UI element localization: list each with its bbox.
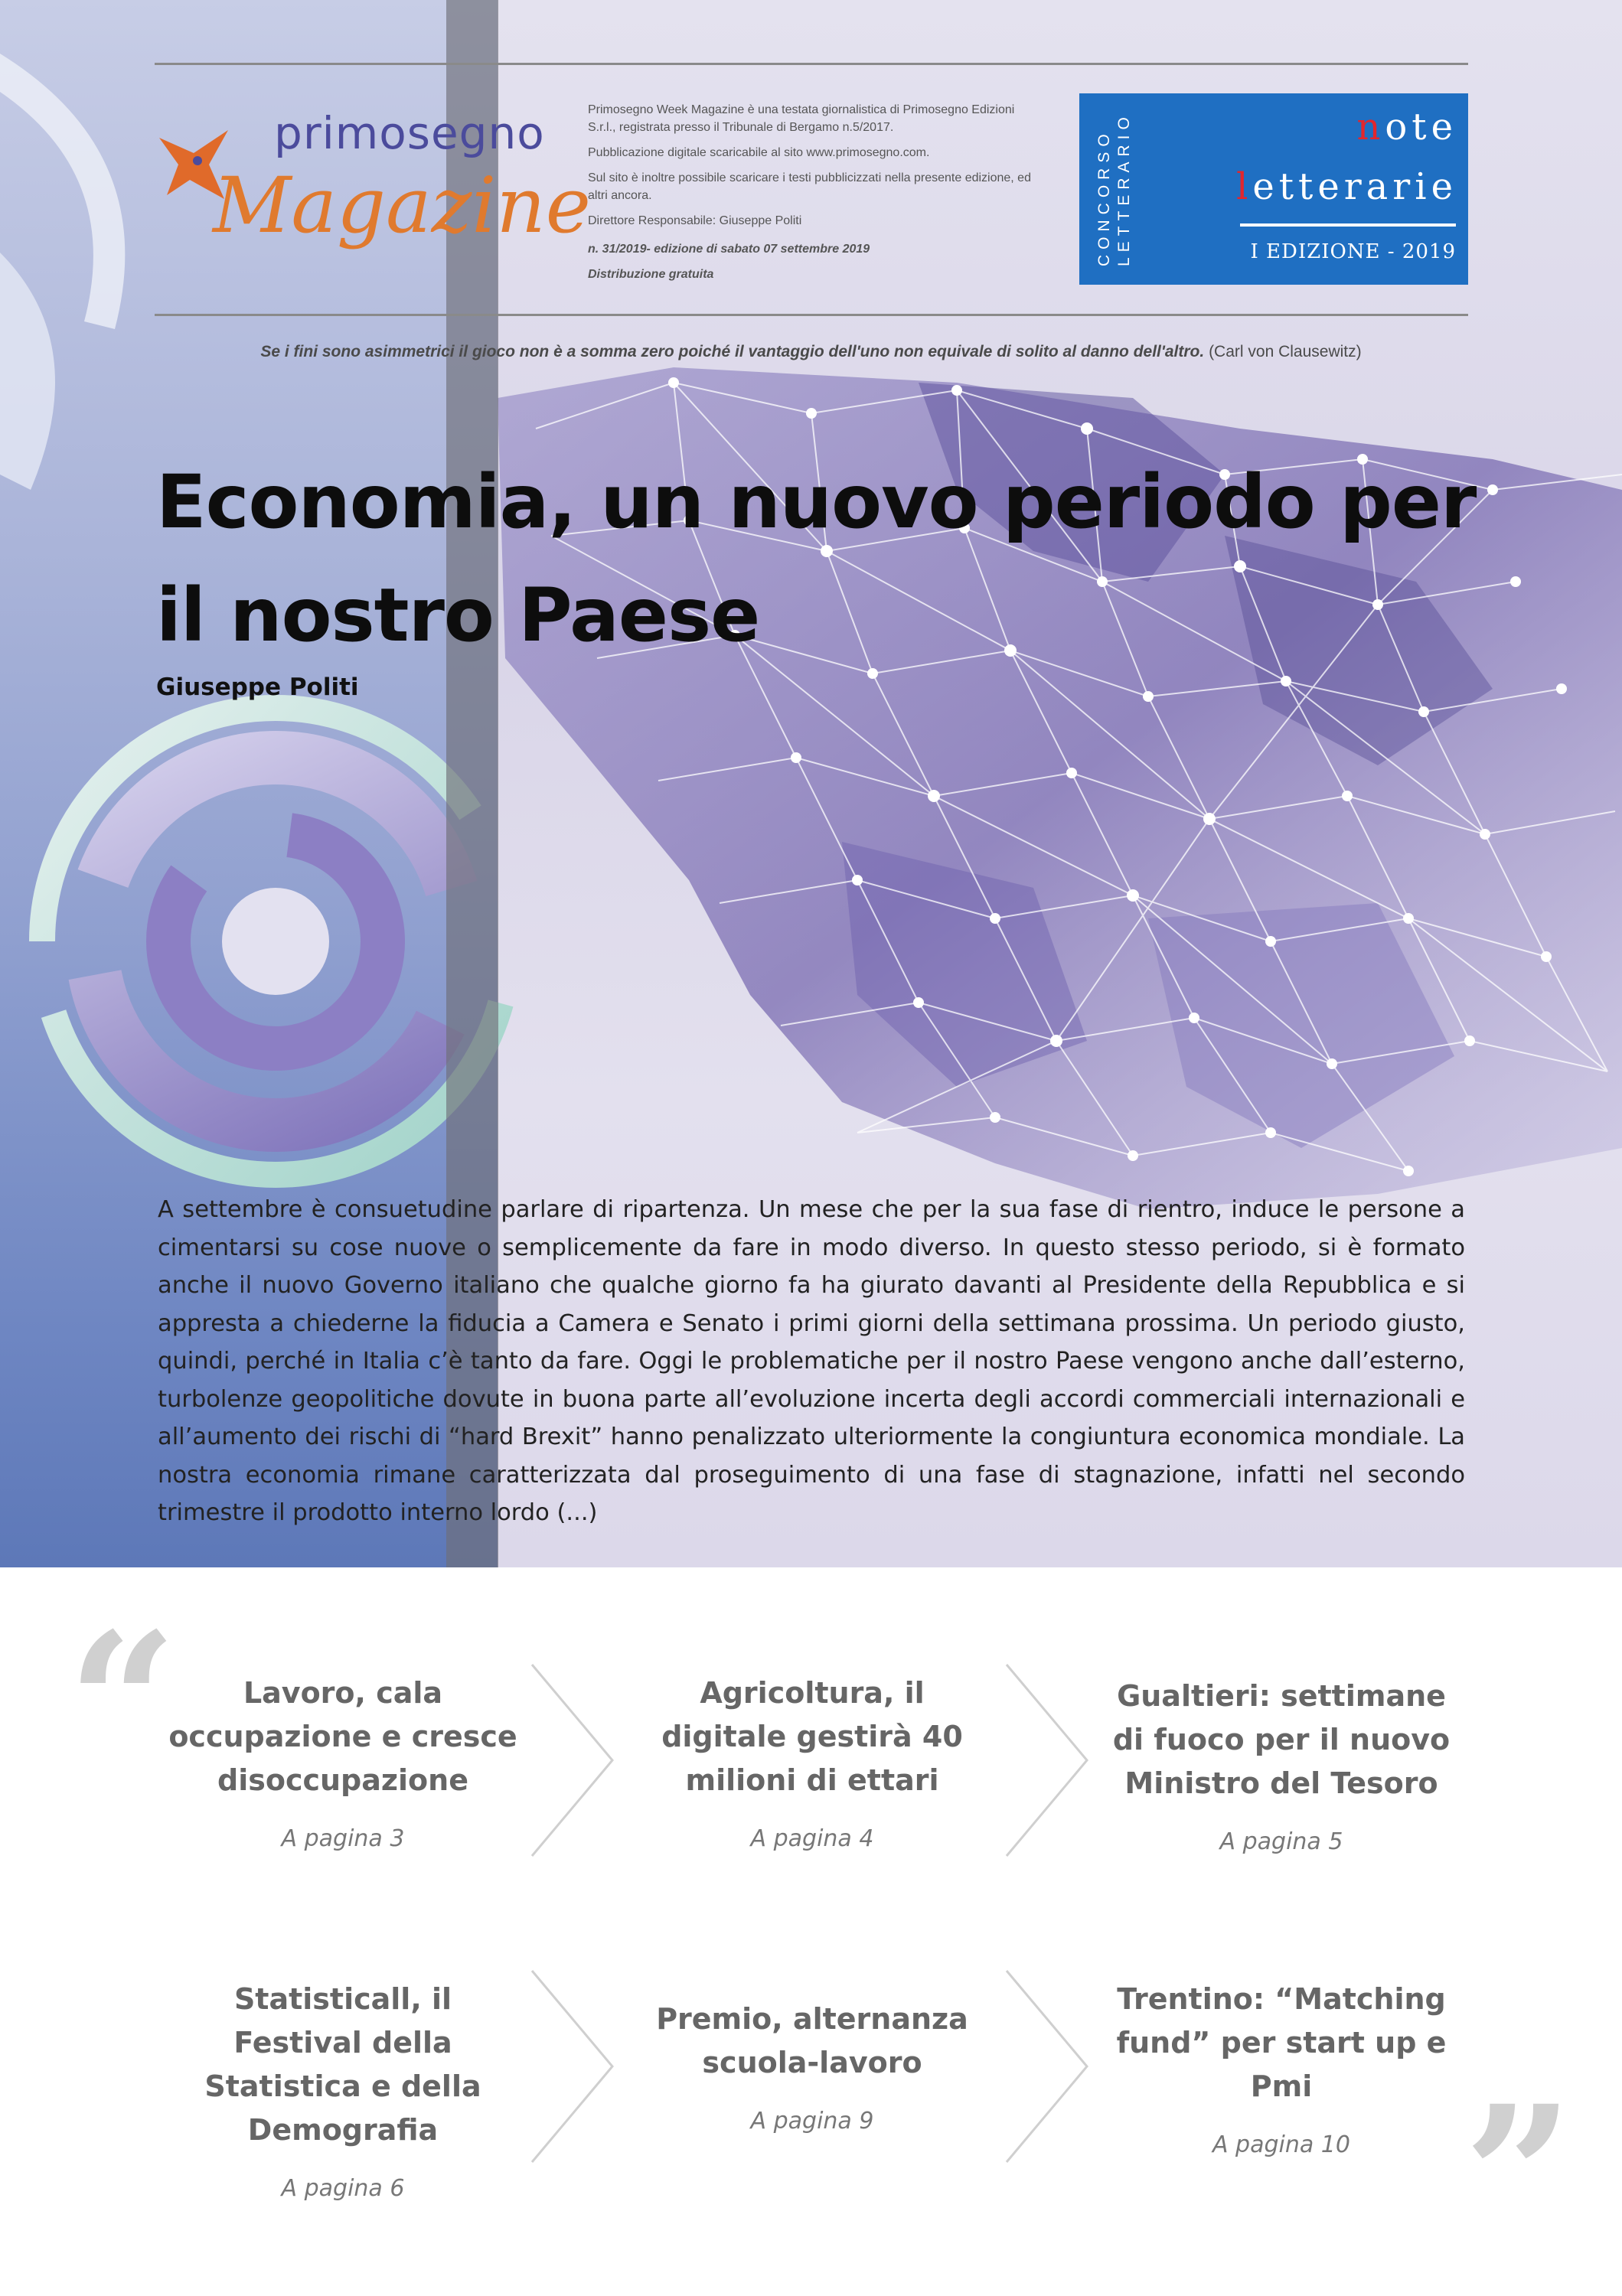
chevron-right-icon — [1003, 1967, 1095, 2166]
logo-magazine: Magazine — [213, 161, 591, 250]
masthead-top-rule — [155, 63, 1468, 65]
teaser-item[interactable] — [167, 1671, 519, 1852]
contest-divider — [1240, 223, 1456, 227]
masthead-bottom-rule — [155, 314, 1468, 316]
teaser-page: A pagina 6 — [281, 2175, 405, 2202]
teaser-page: A pagina 5 — [1219, 1828, 1343, 1855]
director-line: Direttore Responsabile: Giuseppe Politi — [588, 214, 802, 227]
close-quote-mark: ” — [1464, 2063, 1574, 2288]
chevron-right-icon — [528, 1661, 620, 1860]
publisher-line: Sul sito è inoltre possibile scaricare i testi pubblicizzati nella presente edizione, ed altri ancora. — [588, 171, 1031, 202]
distribution-line: Distribuzione gratuita — [588, 268, 714, 281]
teaser-title: Statisticall, il Festival della Statistica e della Demografia — [204, 1982, 481, 2147]
epigraph-quote: Se i fini sono asimmetrici il gioco non è a somma zero poiché il vantaggio dell'uno non equivale di solito al danno dell'altro. — [260, 343, 1205, 360]
teaser-item[interactable] — [1105, 1675, 1457, 1855]
teaser-title: Premio, alternanza scuola-lavoro — [656, 2002, 968, 2079]
article-title[interactable]: Economia, un nuovo periodo per il nostro Paese — [156, 459, 1477, 658]
open-quote-mark: “ — [67, 1590, 178, 1815]
teaser-title: Gualtieri: settimane di fuoco per il nuovo Ministro del Tesoro — [1112, 1679, 1451, 1800]
teaser-page: A pagina 9 — [750, 2108, 874, 2135]
teaser-item[interactable] — [167, 1978, 519, 2202]
contest-vertical-label: CONCORSO LETTERARIO — [1095, 112, 1133, 266]
article-lead: A settembre è consuetudine parlare di ripartenza. Un mese che per la sua fase di rientro, induce le persone a cimentarsi su cose nuove o semplicemente da fare in modo diverso. In questo stesso periodo, si è formato anche il nuovo Governo italiano che qualche giorno fa ha giurato davanti al Presidente della Repubblica e si appresta a chiederne la fiducia a Camera e Senato i primi giorni della settimana prossima. Un periodo giusto, quindi, perché in Italia c’è tanto da fare. Oggi le problematiche per il nostro Paese vengono anche dall’esterno, turbolenze geopolitiche dovute in buona parte all’evoluzione incerta degli accordi commerciali internazionali e all’aumento dei rischi di “hard Brexit” hanno penalizzato ulteriormente la congiuntura economica mondiale. La nostra economia rimane caratterizzata dal proseguimento di una fase di stagnazione, infatti nel secondo trimestre il prodotto interno lordo (...) — [158, 1196, 1465, 1526]
teaser-title: Agricoltura, il digitale gestirà 40 milioni di ettari — [661, 1676, 963, 1797]
contest-title-note: note — [1356, 106, 1457, 148]
publisher-info — [588, 101, 1039, 291]
magazine-logo[interactable] — [152, 99, 591, 268]
contest-title-letterarie: letterarie — [1235, 165, 1457, 208]
logo-primosegno: primosegno — [274, 107, 545, 159]
contest-banner[interactable] — [1079, 93, 1468, 285]
epigraph-attribution: (Carl von Clausewitz) — [1209, 343, 1362, 360]
issue-line: n. 31/2019- edizione di sabato 07 settembre 2019 — [588, 243, 870, 256]
teaser-item[interactable] — [1105, 1978, 1457, 2158]
teaser-title: Trentino: “Matching fund” per start up e Pmi — [1116, 1982, 1447, 2103]
article-author: Giuseppe Politi — [156, 673, 359, 701]
publisher-website-line[interactable]: Pubblicazione digitale scaricabile al sito www.primosegno.com. — [588, 146, 930, 159]
teaser-page: A pagina 4 — [750, 1825, 874, 1852]
contest-edition: I EDIZIONE - 2019 — [1250, 240, 1456, 263]
teaser-page: A pagina 10 — [1212, 2131, 1350, 2158]
epigraph — [0, 343, 1622, 361]
chevron-right-icon — [1003, 1661, 1095, 1860]
teaser-item[interactable] — [636, 1671, 988, 1852]
teaser-title: Lavoro, cala occupazione e cresce disoccupazione — [168, 1676, 517, 1797]
chevron-right-icon — [528, 1967, 620, 2166]
teaser-item[interactable] — [636, 1998, 988, 2135]
publisher-line: Primosegno Week Magazine è una testata giornalistica di Primosegno Edizioni S.r.l., registrata presso il Tribunale di Bergamo n.5/2017. — [588, 103, 1015, 134]
teaser-page: A pagina 3 — [281, 1825, 405, 1852]
